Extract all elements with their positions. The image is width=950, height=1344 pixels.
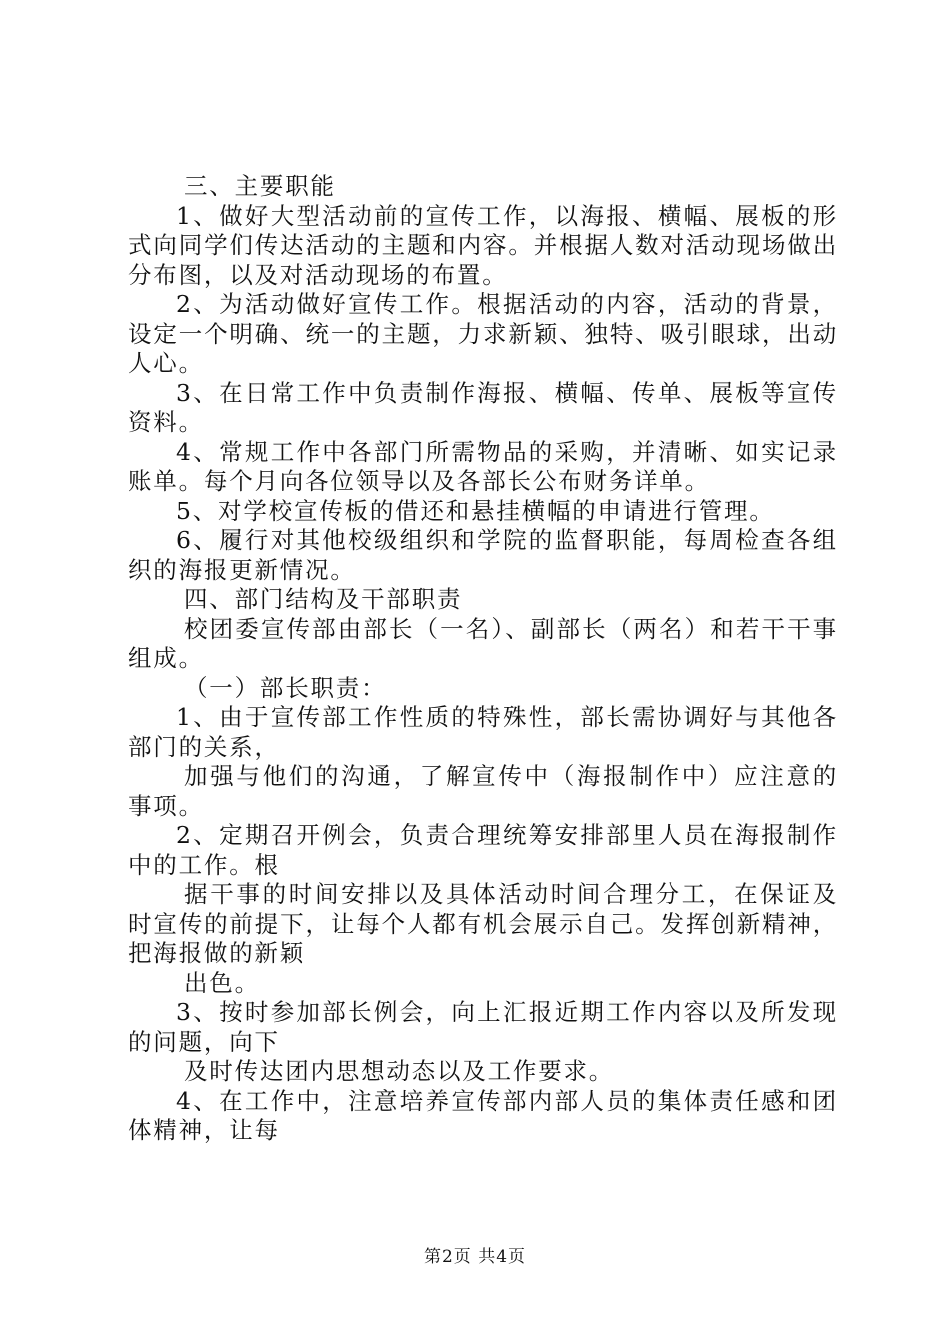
paragraph: 6、履行对其他校级组织和学院的监督职能，每周检查各组织的海报更新情况。 <box>128 526 838 584</box>
paragraph: 三、主要职能 <box>184 172 336 200</box>
page-footer: 第2页 共4页 <box>423 1247 527 1267</box>
paragraph: 及时传达团内思想动态以及工作要求。 <box>184 1057 615 1085</box>
paragraph: 4、在工作中，注意培养宣传部内部人员的集体责任感和团体精神，让每 <box>128 1086 838 1144</box>
paragraph: 4、常规工作中各部门所需物品的采购，并清晰、如实记录账单。每个月向各位领导以及各部长公布财务详单。 <box>128 437 838 495</box>
paragraph: 出色。 <box>184 968 260 997</box>
paragraph: 3、在日常工作中负责制作海报、横幅、传单、展板等宣传资料。 <box>128 378 838 436</box>
paragraph: 校团委宣传部由部长（一名）、副部长（两名）和若干干事组成。 <box>128 614 838 672</box>
paragraph: 2、为活动做好宣传工作。根据活动的内容，活动的背景，设定一个明确、统一的主题，力求新颖、独特、吸引眼球，出动人心。 <box>128 290 838 377</box>
paragraph: 1、做好大型活动前的宣传工作，以海报、横幅、展板的形式向同学们传达活动的主题和内容。并根据人数对活动现场做出分布图，以及对活动现场的布置。 <box>128 201 838 289</box>
paragraph: 3、按时参加部长例会，向上汇报近期工作内容以及所发现的问题，向下 <box>128 998 838 1056</box>
paragraph: 2、定期召开例会，负责合理统筹安排部里人员在海报制作中的工作。根 <box>128 821 838 879</box>
paragraph: 1、由于宣传部工作性质的特殊性，部长需协调好与其他各部门的关系， <box>128 703 838 761</box>
paragraph: 加强与他们的沟通，了解宣传中（海报制作中）应注意的事项。 <box>128 762 838 820</box>
paragraph: 四、部门结构及干部职责 <box>184 585 463 613</box>
paragraph: 5、对学校宣传板的借还和悬挂横幅的申请进行管理。 <box>176 496 775 525</box>
document-body <box>128 172 838 1146</box>
paragraph: 据干事的时间安排以及具体活动时间合理分工，在保证及时宣传的前提下，让每个人都有机会展示自己。发挥创新精神，把海报做的新颖 <box>128 880 838 967</box>
paragraph: （一）部长职责： <box>184 673 387 702</box>
